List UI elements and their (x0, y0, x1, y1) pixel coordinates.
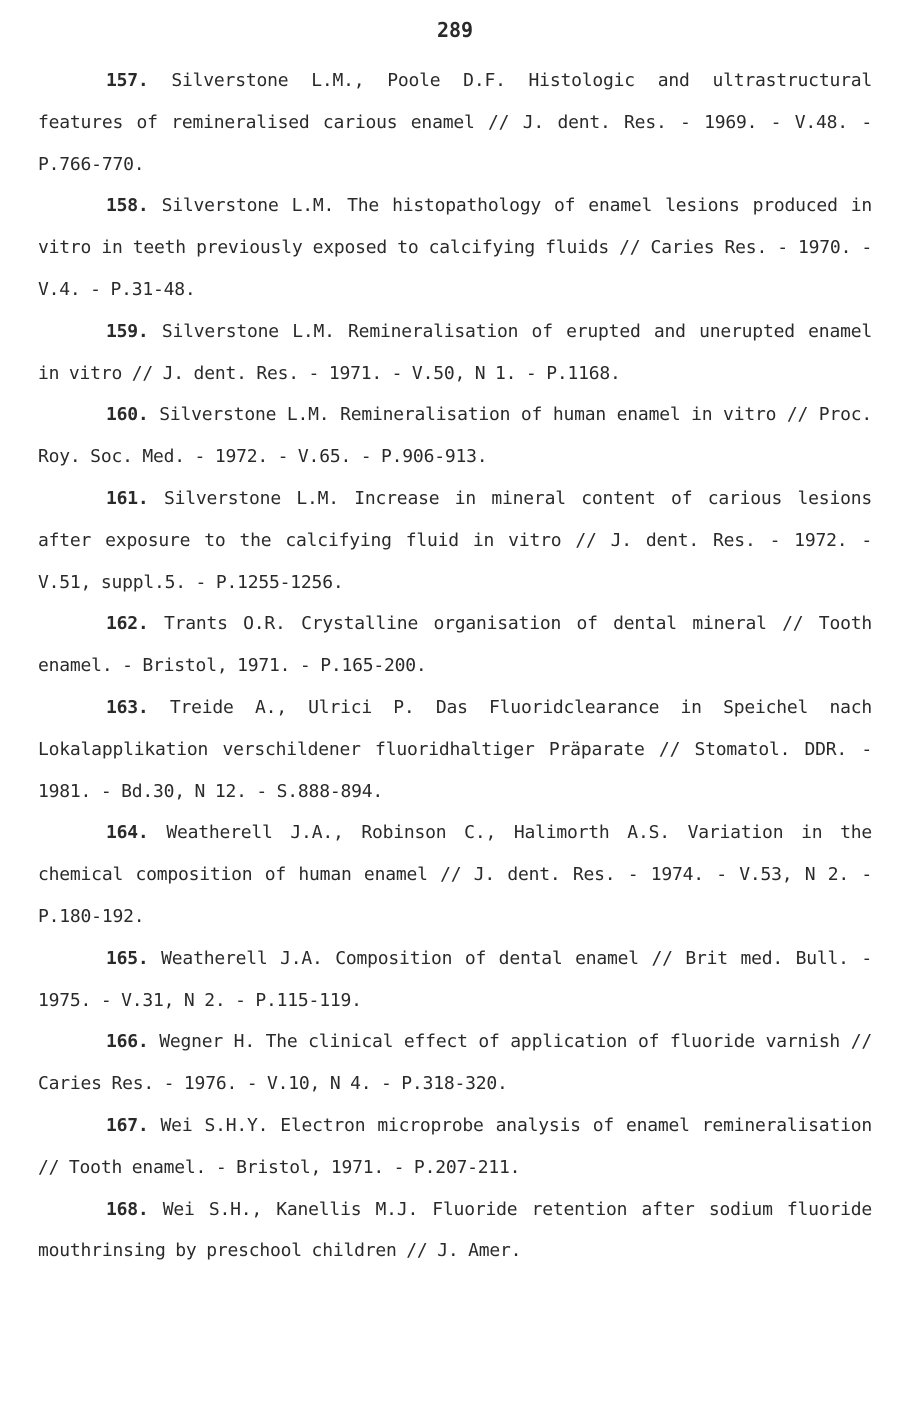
reference-text: Silverstone L.M. The histopathology of enamel lesions produced in vitro in teeth previously exposed to calcifying fluids // Caries Res. - 1970. - V.4. - P.31-48. (38, 195, 872, 300)
reference-text: Silverstone L.M. Remineralisation of human enamel in vitro // Proc. Roy. Soc. Med. - 1972. - V.65. - P.906-913. (38, 404, 872, 468)
reference-number: 159. (106, 320, 149, 342)
reference-item (38, 812, 872, 937)
reference-text: Wei S.H., Kanellis M.J. Fluoride retention after sodium fluoride mouthrinsing by preschool children // J. Amer. (38, 1198, 873, 1262)
reference-number: 160. (106, 404, 149, 426)
reference-text: Weatherell J.A., Robinson C., Halimorth A.S. Variation in the chemical composition of human enamel // J. dent. Res. - 1974. - V.53, N 2. - P.180-192. (38, 822, 872, 927)
reference-number: 164. (106, 822, 149, 844)
reference-item (38, 394, 872, 478)
reference-text: Silverstone L.M., Poole D.F. Histologic and ultrastructural features of remineralised carious enamel // J. dent. Res. - 1969. - V.48. - P.766-770. (38, 70, 872, 175)
reference-item (38, 687, 872, 812)
reference-number: 167. (106, 1114, 149, 1136)
reference-text: Weatherell J.A. Composition of dental enamel // Brit med. Bull. - 1975. - V.31, N 2. - P.115-119. (38, 947, 873, 1011)
reference-item (38, 1021, 872, 1105)
reference-item (38, 1105, 872, 1189)
reference-text: Treide A., Ulrici P. Das Fluoridclearance in Speichel nach Lokalapplikation verschildener fluoridhaltiger Präparate // Stomatol. DDR. - 1981. - Bd.30, N 12. - S.888-894. (38, 696, 872, 802)
reference-text: Wegner H. The clinical effect of application of fluoride varnish // Caries Res. - 1976. - V.10, N 4. - P.318-320. (38, 1031, 872, 1095)
reference-number: 165. (106, 947, 149, 969)
reference-text: Silverstone L.M. Increase in mineral content of carious lesions after exposure to the calcifying fluid in vitro // J. dent. Res. - 1972. - V.51, suppl.5. - P.1255-1256. (38, 487, 872, 593)
reference-item (38, 938, 872, 1022)
reference-item (38, 185, 872, 310)
reference-item (38, 311, 872, 395)
reference-text: Silverstone L.M. Remineralisation of erupted and unerupted enamel in vitro // J. dent. Res. - 1971. - V.50, N 1. - P.1168. (38, 320, 872, 384)
reference-number: 166. (106, 1031, 149, 1053)
reference-number: 163. (106, 696, 149, 718)
reference-number: 162. (106, 613, 149, 635)
reference-item (38, 478, 872, 603)
reference-text: Wei S.H.Y. Electron microprobe analysis of enamel remineralisation // Tooth enamel. - Bristol, 1971. - P.207-211. (38, 1114, 872, 1178)
page-number: 289 (436, 18, 474, 42)
reference-number: 161. (106, 487, 149, 509)
reference-list (38, 60, 872, 1272)
reference-number: 157. (106, 70, 149, 91)
reference-item (38, 1189, 872, 1273)
reference-text: Trants O.R. Crystalline organisation of dental mineral // Tooth enamel. - Bristol, 1971. - P.165-200. (38, 613, 872, 677)
reference-item (38, 603, 872, 687)
reference-item (38, 60, 872, 185)
reference-number: 158. (106, 195, 149, 217)
reference-number: 168. (106, 1198, 149, 1220)
